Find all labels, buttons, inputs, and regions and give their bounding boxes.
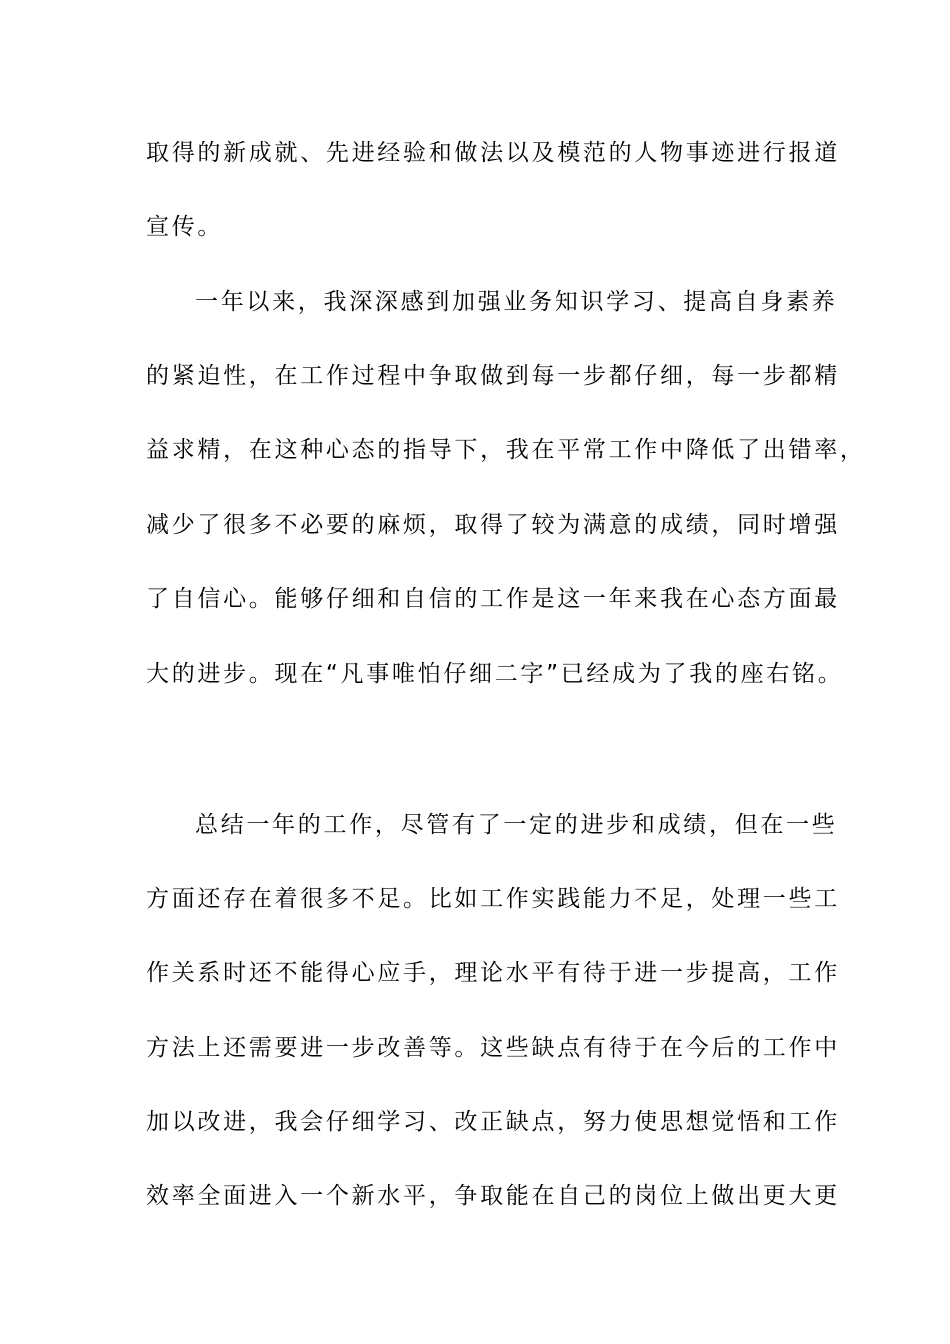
text-line: 减少了很多不必要的麻烦，取得了较为满意的成绩，同时增强 [146, 512, 840, 538]
text-line: 一年以来，我深深感到加强业务知识学习、提高自身素养 [195, 289, 838, 315]
text-line: 作关系时还不能得心应手，理论水平有待于进一步提高，工作 [146, 960, 840, 986]
text-line: 大的进步。现在“凡事唯怕仔细二字”已经成为了我的座右铭。 [146, 661, 844, 687]
text-line: 加以改进，我会仔细学习、改正缺点，努力使思想觉悟和工作 [146, 1109, 840, 1135]
text-line: 取得的新成就、先进经验和做法以及模范的人物事迹进行报道 [146, 140, 840, 166]
text-line: 方法上还需要进一步改善等。这些缺点有待于在今后的工作中 [146, 1035, 840, 1061]
text-line: 总结一年的工作，尽管有了一定的进步和成绩，但在一些 [195, 812, 838, 838]
text-line: 益求精，在这种心态的指导下，我在平常工作中降低了出错率， [146, 437, 866, 463]
text-line: 的紧迫性，在工作过程中争取做到每一步都仔细，每一步都精 [146, 363, 840, 389]
text-line: 了自信心。能够仔细和自信的工作是这一年来我在心态方面最 [146, 586, 840, 612]
text-line: 宣传。 [146, 214, 224, 240]
text-line: 效率全面进入一个新水平，争取能在自己的岗位上做出更大更 [146, 1183, 840, 1209]
text-line: 方面还存在着很多不足。比如工作实践能力不足，处理一些工 [146, 886, 840, 912]
